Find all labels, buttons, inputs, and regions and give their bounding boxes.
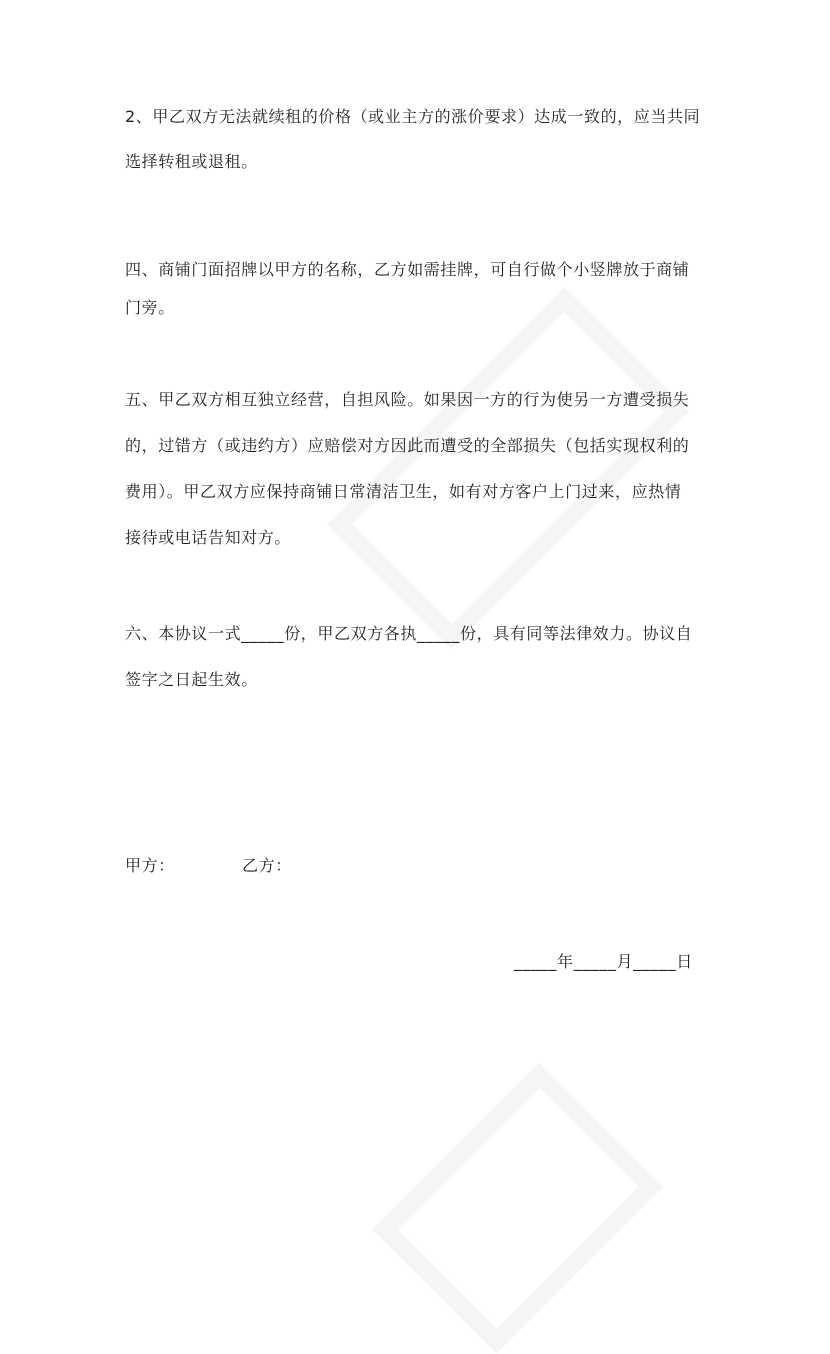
clause-2-line-1: 2、甲乙双方无法就续租的价格（或业主方的涨价要求）达成一致的，应当共同 <box>125 107 701 126</box>
clause-4-line-2: 门旁。 <box>125 298 175 317</box>
clause-4-line-1: 四、商铺门面招牌以甲方的名称，乙方如需挂牌，可自行做个小竖牌放于商铺 <box>125 260 690 279</box>
watermark <box>372 1062 663 1353</box>
clause-6-line-2: 签字之日起生效。 <box>125 670 258 689</box>
party-a-signature-label: 甲方： <box>125 856 175 875</box>
date-line: _____年_____月_____日 <box>514 952 693 971</box>
clause-5-line-4: 接待或电话告知对方。 <box>125 528 292 547</box>
clause-5-line-1: 五、甲乙双方相互独立经营，自担风险。如果因一方的行为使另一方遭受损失 <box>125 390 690 409</box>
clause-6-line-1: 六、本协议一式_____份，甲乙双方各执_____份，具有同等法律效力。协议自 <box>125 624 693 643</box>
clause-2-line-2: 选择转租或退租。 <box>125 152 258 171</box>
clause-5-line-2: 的，过错方（或违约方）应赔偿对方因此而遭受的全部损失（包括实现权利的 <box>125 436 690 455</box>
watermark <box>327 287 689 649</box>
party-b-signature-label: 乙方： <box>242 856 292 875</box>
clause-5-line-3: 费用）。甲乙双方应保持商铺日常清洁卫生，如有对方客户上门过来，应热情 <box>125 482 682 501</box>
